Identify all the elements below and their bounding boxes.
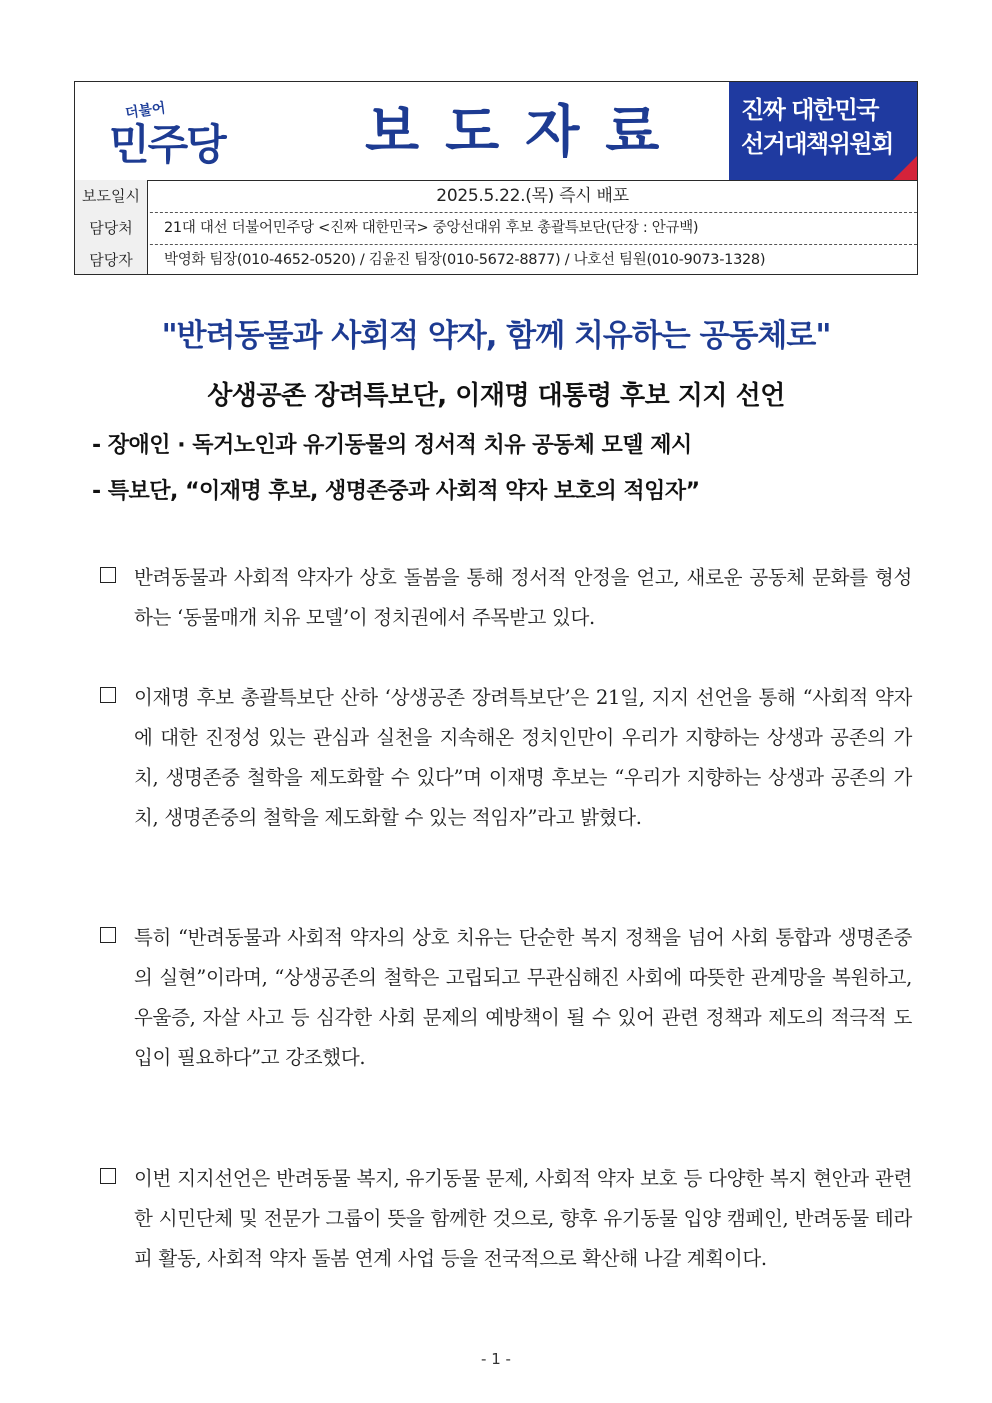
paragraph-text: 이번 지지선언은 반려동물 복지, 유기동물 문제, 사회적 약자 보호 등 다양한 복지 현안과 관련한 시민단체 및 전문가 그룹이 뜻을 함께한 것으로, 향후 유기동물 입양 캠페인, 반려동물 테라피 활동, 사회적 약자 돌봄 연계 사업 등을 전국적으로 확산해 나갈 계획이다. — [134, 1167, 912, 1270]
headline: "반려동물과 사회적 약자, 함께 치유하는 공동체로" — [161, 318, 831, 354]
paragraph — [100, 1159, 912, 1279]
committee-line2: 선거대책위원회 — [741, 130, 893, 158]
paragraph — [100, 558, 912, 638]
checkbox-square-icon — [100, 687, 116, 703]
contact-row — [75, 244, 917, 274]
committee-badge — [729, 82, 917, 180]
checkbox-square-icon — [100, 1168, 116, 1184]
checkbox-square-icon — [100, 927, 116, 943]
header-top — [75, 82, 917, 181]
checkbox-square-icon — [100, 567, 116, 583]
contact-label: 담당자 — [75, 244, 148, 274]
logo-big-text: 민주당 — [109, 120, 225, 169]
paragraph-text: 특히 “반려동물과 사회적 약자의 상호 치유는 단순한 복지 정책을 넘어 사회 통합과 생명존중의 실현”이라며, “상생공존의 철학은 고립되고 무관심해진 사회에 따뜻한 관계망을 복원하고, 우울증, 자살 사고 등 심각한 사회 문제의 예방책이 될 수 있어 관련 정책과 제도의 적극적 도입이 필요하다”고 강조했다. — [134, 926, 912, 1069]
press-header — [74, 81, 918, 275]
release-date-row — [75, 180, 917, 213]
party-logo — [109, 98, 249, 168]
department-value: 21대 대선 더불어민주당 <진짜 대한민국> 중앙선대위 후보 총괄특보단(단장 : 안규백) — [164, 220, 699, 236]
corner-accent — [893, 156, 917, 180]
summary-bullet: - 특보단, “이재명 후보, 생명존중과 사회적 약자 보호의 적임자” — [92, 479, 700, 504]
paragraph — [100, 678, 912, 838]
department-label: 담당처 — [75, 212, 148, 244]
release-date-label: 보도일시 — [75, 180, 148, 212]
logo-small-text: 더불어 — [124, 100, 167, 122]
committee-line1: 진짜 대한민국 — [741, 96, 878, 124]
press-release-title: 보도자료 — [365, 100, 686, 165]
release-date-value: 2025.5.22.(목) 즉시 배포 — [436, 186, 629, 206]
summary-bullet: - 장애인 · 독거노인과 유기동물의 정서적 치유 공동체 모델 제시 — [92, 433, 692, 458]
paragraph-text: 반려동물과 사회적 약자가 상호 돌봄을 통해 정서적 안정을 얻고, 새로운 공동체 문화를 형성하는 ‘동물매개 치유 모델’이 정치권에서 주목받고 있다. — [134, 566, 912, 629]
paragraph — [100, 918, 912, 1078]
subheadline: 상생공존 장려특보단, 이재명 대통령 후보 지지 선언 — [207, 381, 785, 411]
paragraph-text: 이재명 후보 총괄특보단 산하 ‘상생공존 장려특보단’은 21일, 지지 선언을 통해 “사회적 약자에 대한 진정성 있는 관심과 실천을 지속해온 정치인만이 우리가 지향하는 상생과 공존의 가치, 생명존중 철학을 제도화할 수 있다”며 이재명 후보는 “우리가 지향하는 상생과 공존의 가치, 생명존중의 철학을 제도화할 수 있는 적임자”라고 밝혔다. — [134, 686, 912, 829]
department-row — [75, 212, 917, 245]
contact-value: 박영화 팀장(010-4652-0520) / 김윤진 팀장(010-5672-8877) / 나호선 팀원(010-9073-1328) — [164, 252, 766, 268]
page-number: - 1 - — [481, 1350, 511, 1368]
